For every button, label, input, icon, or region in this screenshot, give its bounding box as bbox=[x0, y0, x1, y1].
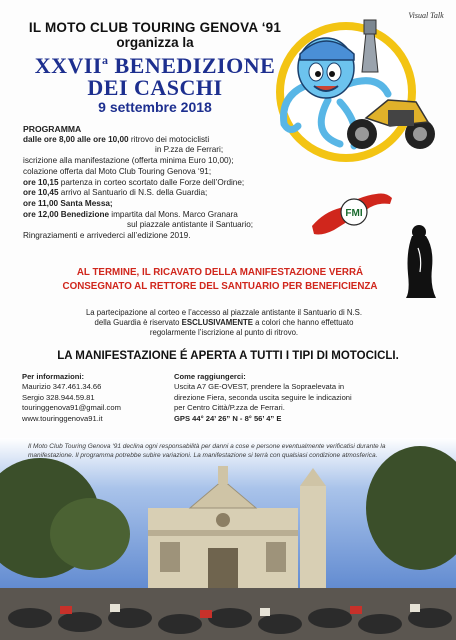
title-word: BENEDIZIONE bbox=[108, 53, 276, 78]
program-item: ore 10,15 partenza in corteo scortato dalle Forze dell’Ordine; bbox=[23, 177, 245, 187]
contact-phone: Sergio 328.944.59.81 bbox=[22, 392, 95, 402]
title-roman: XXVII bbox=[34, 53, 102, 78]
contact-heading: Per informazioni: bbox=[22, 372, 85, 381]
program-item: iscrizione alla manifestazione (offerta minima Euro 10,00); bbox=[23, 156, 234, 166]
participation-paragraph: La partecipazione al corteo e l’accesso al piazzale antistante il Santuario di N.S. della Guardia è riservato ESCLUSIVAMENTE a colori che hanno effettuato regolarmente l’iscrizione al punto di ritrovo. bbox=[85, 308, 363, 337]
directions-info: Come raggiungerci: Uscita A7 GE-OVEST, prendere la Sopraelevata in direzione Fiera, seconda uscita seguire le indicazioni per Centro Città/P.zza de Ferrari. GPS 44° 24’ 26” N - 8° 56’ 4” E bbox=[174, 372, 434, 424]
contact-phone: Maurizio 347.461.34.66 bbox=[22, 382, 102, 392]
contact-info bbox=[22, 372, 172, 424]
program-item: colazione offerta dal Moto Club Touring Genova ‘91; bbox=[23, 166, 212, 176]
event-title bbox=[14, 49, 296, 99]
directions-heading: Come raggiungerci: bbox=[174, 372, 246, 381]
program-item: ore 10,45 arrivo al Santuario di N.S. della Guardia; bbox=[23, 188, 208, 198]
bell-tower bbox=[300, 486, 326, 598]
program-item: ore 12,00 Benedizione impartita dal Mons. Marco Granara bbox=[23, 209, 238, 219]
fmi-logo-text: FMI bbox=[345, 208, 363, 219]
title-superscript: a bbox=[102, 53, 109, 67]
open-to-all-heading: LA MANIFESTAZIONE É APERTA A TUTTI I TIPI DI MOTOCICLI. bbox=[57, 350, 399, 362]
program-item: sul piazzale antistante il Santuario; bbox=[127, 220, 254, 230]
contact-email: touringgenova91@gmail.com bbox=[22, 403, 121, 413]
contact-website: www.touringgenova91.it bbox=[22, 413, 103, 423]
event-date: 9 settembre 2018 bbox=[98, 99, 212, 115]
santuario-photo bbox=[0, 438, 456, 640]
fmi-logo bbox=[310, 186, 394, 238]
program-item: ore 11,00 Santa Messa; bbox=[23, 198, 113, 208]
title-line2: DEI CASCHI bbox=[87, 75, 223, 100]
program-heading: PROGRAMMA bbox=[23, 124, 82, 134]
disclaimer-text: Il Moto Club Touring Genova ‘91 declina ogni responsabilità per danni a cose e persone eventualmente verificatisi durante la manifestazione. Il programma potrebbe subire variazioni. La manifestazione si terrà con qualsiasi condizione atmosferica. bbox=[28, 443, 386, 459]
program-item: in P.zza de Ferrari; bbox=[155, 145, 224, 155]
charity-notice: AL TERMINE, IL RICAVATO DELLA MANIFESTAZIONE VERRÁ CONSEGNATO AL RETTORE DEL SANTUARIO PER BENEFICIENZA bbox=[62, 267, 378, 292]
organizza-heading: organizza la bbox=[116, 35, 194, 50]
program-item: Ringraziamenti e arrivederci all’edizione 2019. bbox=[23, 231, 191, 241]
program-item: dalle ore 8,00 alle ore 10,00 ritrovo dei motociclisti bbox=[23, 134, 210, 144]
brand-logo-text: Visual Talk bbox=[408, 11, 444, 20]
organizer-heading: IL MOTO CLUB TOURING GENOVA ‘91 bbox=[28, 20, 282, 35]
program-section bbox=[23, 124, 343, 242]
gps-coordinates: GPS 44° 24’ 26” N - 8° 56’ 4” E bbox=[174, 413, 282, 423]
